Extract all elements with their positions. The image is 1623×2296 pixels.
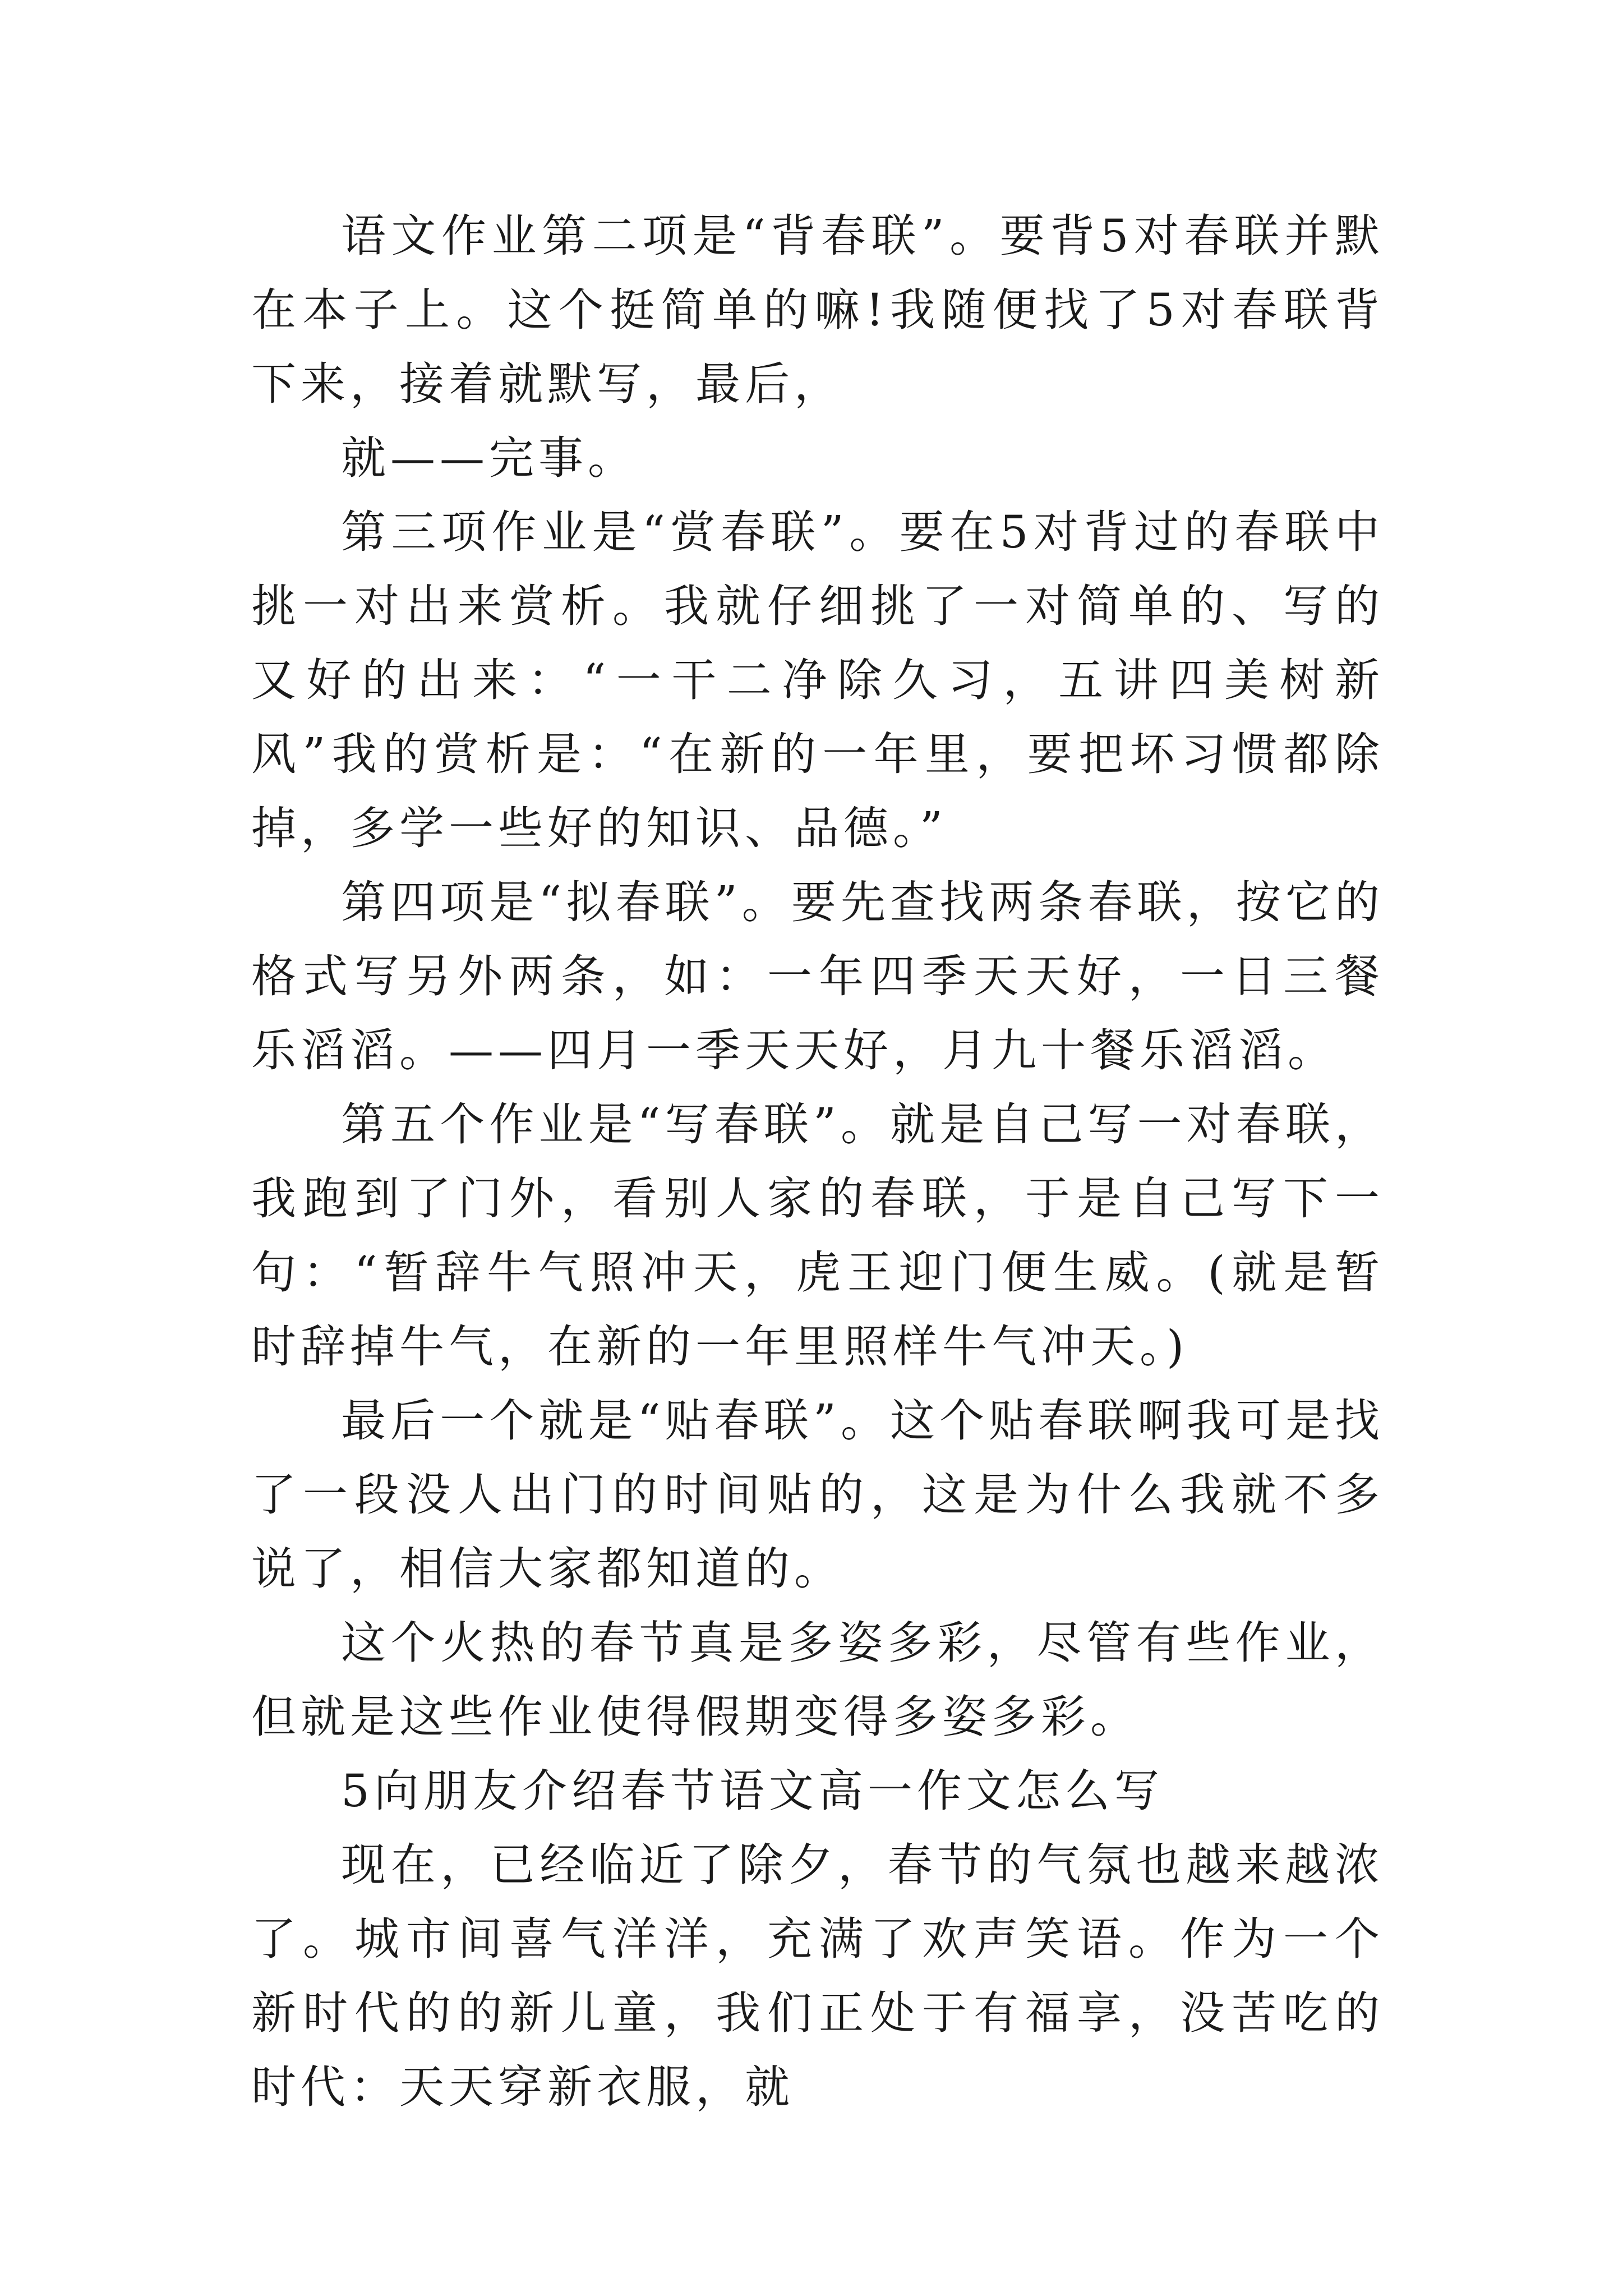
section-heading: 5向朋友介绍春节语文高一作文怎么写	[341, 1765, 1164, 1817]
paragraph-1: 语文作业第二项是“背春联”。要背5对春联并默在本子上。这个挺简单的嘛!我随便找了5对春联背下来，接着就默写，最后，	[251, 210, 1384, 410]
paragraph-8: 现在，已经临近了除夕，春节的气氛也越来越浓了。城市间喜气洋洋，充满了欢声笑语。作为一个新时代的的新儿童，我们正处于有福享，没苦吃的时代：天天穿新衣服，就	[251, 1839, 1384, 2113]
document-body	[251, 199, 1384, 2124]
paragraph-2: 就——完事。	[341, 432, 637, 484]
paragraph-6: 最后一个就是“贴春联”。这个贴春联啊我可是找了一段没人出门的时间贴的，这是为什么我就不多说了，相信大家都知道的。	[251, 1395, 1384, 1595]
paragraph-7: 这个火热的春节真是多姿多彩，尽管有些作业，但就是这些作业使得假期变得多姿多彩。	[251, 1617, 1384, 1743]
paragraph-3: 第三项作业是“赏春联”。要在5对背过的春联中挑一对出来赏析。我就仔细挑了一对简单的、写的又好的出来：“一干二净除久习，五讲四美树新风”我的赏析是：“在新的一年里，要把坏习惯都除掉，多学一些好的知识、品德。”	[251, 506, 1384, 854]
paragraph-4: 第四项是“拟春联”。要先查找两条春联，按它的格式写另外两条，如：一年四季天天好，一日三餐乐滔滔。——四月一季天天好，月九十餐乐滔滔。	[251, 876, 1384, 1076]
paragraph-5: 第五个作业是“写春联”。就是自己写一对春联，我跑到了门外，看别人家的春联，于是自己写下一句：“暂辞牛气照冲天，虎王迎门便生威。(就是暂时辞掉牛气，在新的一年里照样牛气冲天。)	[251, 1098, 1384, 1373]
